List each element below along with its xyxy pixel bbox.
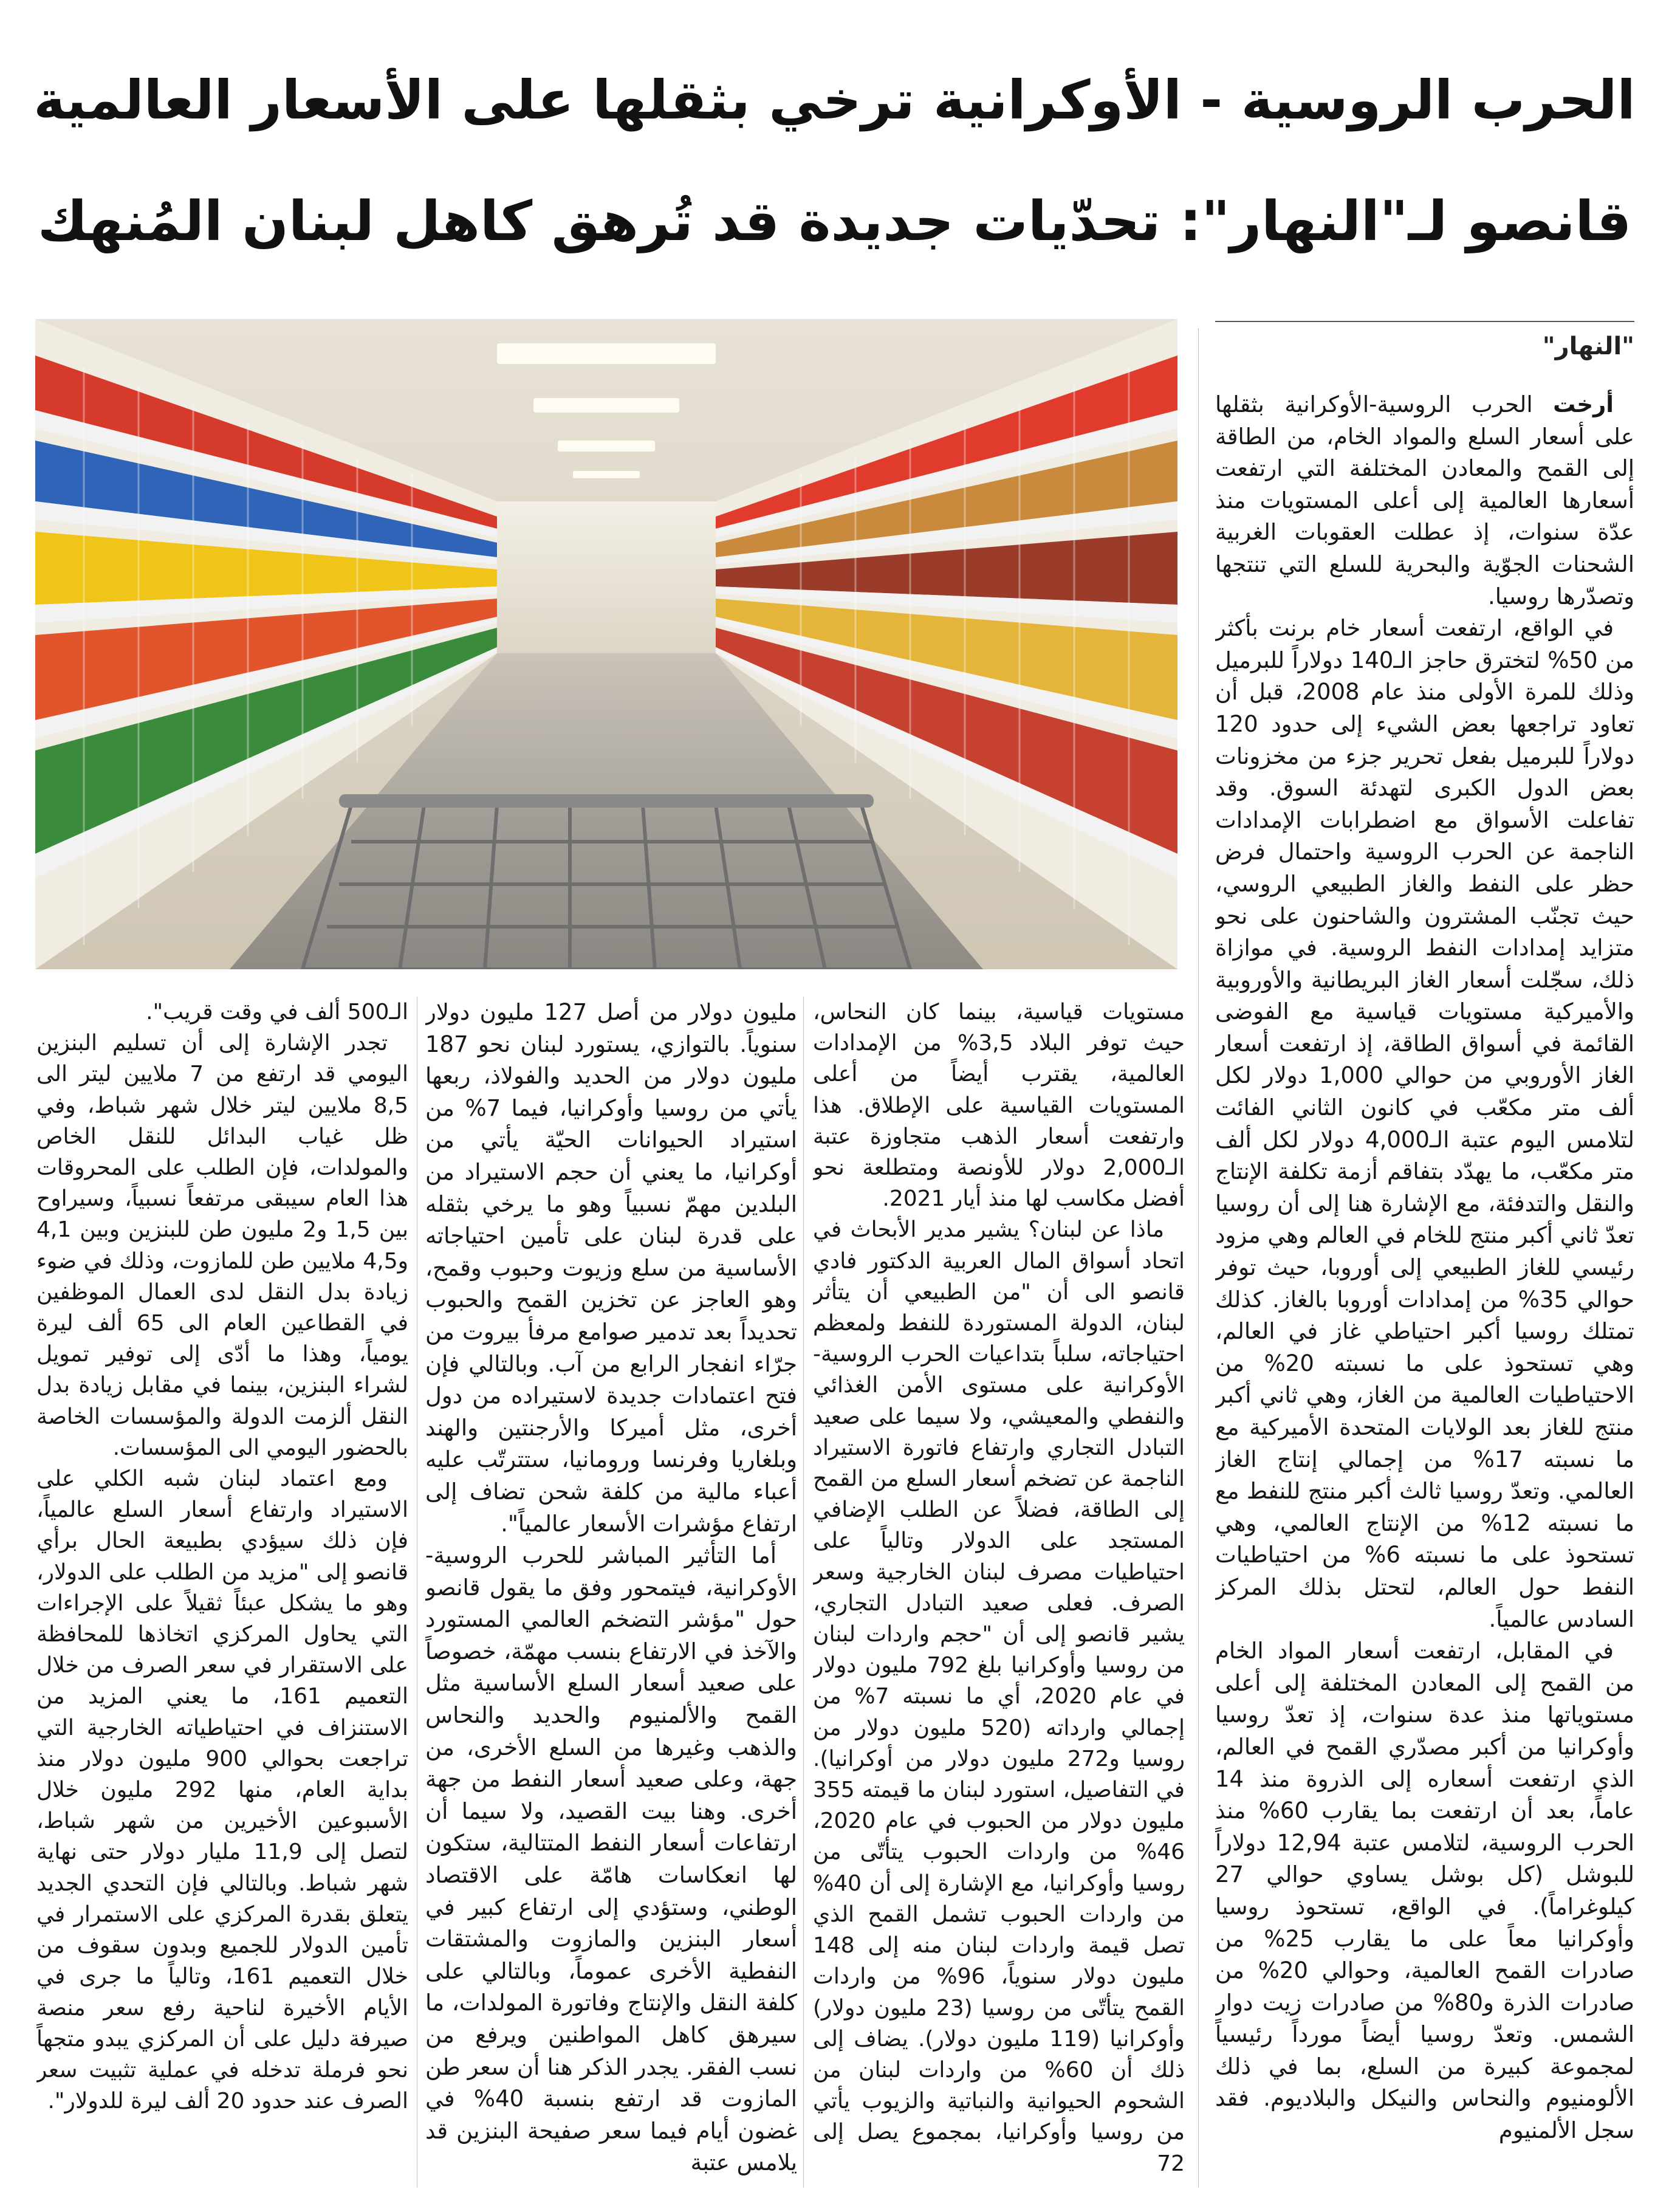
article-paragraph: ومع اعتماد لبنان شبه الكلي على الاستيراد وارتفاع أسعار السلع عالمياً، فإن ذلك سيؤدي بطبيعة الحال برأي قانصو إلى "مزيد من الطلب على الدولار، وهو ما يشكل عبئاً ثقيلاً على الإجراءات التي يحاول المركزي اتخاذها للمحافظة على الاستقرار في سعر الصرف من خلال التعميم 161، ما يعني المزيد من الاستنزاف في احتياطياته الخارجية التي تراجعت بحوالي 900 مليون دولار منذ بداية العام، منها 292 مليون خلال الأسبوعين الأخيرين من شهر شباط، لتصل إلى 11,9 مليار دولار حتى نهاية شهر شباط. وبالتالي فإن التحدي الجديد يتعلق بقدرة المركزي على الاستمرار في تأمين الدولار للجميع وبدون سقوف من خلال التعميم 161، وتالياً ما جرى في الأيام الأخيرة لناحية رفع سعر منصة صيرفة دليل على أن المركزي يبدو متجهاً نحو فرملة تدخله في عملية تثبيت سعر الصرف عند حدود 20 ألف ليرة للدولار". [36,1466,408,2114]
source-label: "النهار" [1542,332,1634,360]
article-paragraph: مليون دولار من أصل 127 مليون دولار سنوياً. بالتوازي، يستورد لبنان نحو 187 مليون دولار من الحديد والفولاذ، ربعها يأتي من روسيا وأوكرانيا، فيما 7% من استيراد الحيوانات الحيّة يأتي من أوكرانيا، ما يعني أن حجم الاستيراد من البلدين مهمّ نسبياً وهو ما يرخي بثقله على قدرة لبنان على تأمين احتياجاته الأساسية من سلع وزيوت وحبوب وقمح، وهو العاجز عن تخزين القمح والحبوب تحديداً بعد تدمير صوامع مرفأ بيروت من جرّاء انفجار الرابع من آب. وبالتالي فإن فتح اعتمادات جديدة لاستيراده من دول أخرى، مثل أميركا والأرجنتين والهند وبلغاريا وفرنسا ورومانيا، ستترتّب عليه أعباء مالية من كلفة شحن تضاف إلى ارتفاع مؤشرات الأسعار عالمياً". [425,999,797,1537]
column-divider [1198,328,1199,2188]
article-paragraph: ماذا عن لبنان؟ يشير مدير الأبحاث في اتحاد أسواق المال العربية الدكتور فادي قانصو الى أن "من الطبيعي أن يتأثر لبنان، الدولة المستوردة للنفط ولمعظم احتياجاته، سلباً بتداعيات الحرب الروسية-الأوكرانية على مستوى الأمن الغذائي والنفطي والمعيشي، ولا سيما على صعيد التبادل التجاري وارتفاع فاتورة الاستيراد الناجمة عن تضخم أسعار السلع من القمح إلى الطاقة، فضلاً عن الطلب الإضافي المستجد على الدولار وتالياً على احتياطيات مصرف لبنان الخارجية وسعر الصرف. فعلى صعيد التبادل التجاري، يشير قانصو إلى أن "حجم واردات لبنان من روسيا وأوكرانيا بلغ 792 مليون دولار في عام 2020، أي ما نسبته 7% من إجمالي وارداته (520 مليون دولار من روسيا و272 مليون دولار من أوكرانيا). في التفاصيل، استورد لبنان ما قيمته 355 مليون دولار من الحبوب في عام 2020، 46% من واردات الحبوب يتأتّى من روسيا وأوكرانيا، مع الإشارة إلى أن 40% من واردات الحبوب تشمل القمح الذي تصل قيمة واردات لبنان منه إلى 148 مليون دولار سنوياً، 96% من واردات القمح يتأتّى من روسيا (23 مليون دولار) وأوكرانيا (119 مليون دولار). يضاف إلى ذلك أن 60% من واردات لبنان من الشحوم الحيوانية والنباتية والزيوب يأتي من روسيا وأوكرانيا، بمجموع يصل إلى 72 [813,1217,1185,2176]
article-column-2 [813,997,1185,2191]
article-column-3 [425,997,797,2191]
article-paragraph: مستويات قياسية، بينما كان النحاس، حيث توفر البلاد 3,5% من الإمدادات العالمية، يقترب أيضاً من أعلى المستويات القياسية على الإطلاق. هذا وارتفعت أسعار الذهب متجاوزة عتبة الـ2,000 دولار للأونصة ومتطلعة نحو أفضل مكاسب لها منذ أيار 2021. [813,1000,1185,1212]
lead-word: أرخت [1553,391,1614,417]
article-paragraph: في المقابل، ارتفعت أسعار المواد الخام من القمح إلى المعادن المختلفة إلى أعلى مستوياتها منذ عدة سنوات، إذ تعدّ روسيا وأوكرانيا من أكبر مصدّري القمح في العالم، الذي ارتفعت أسعاره إلى الذروة منذ 14 عاماً، بعد أن ارتفعت بما يقارب 60% منذ الحرب الروسية، لتلامس عتبة 12,94 دولاراً للبوشل (كل بوشل يساوي حوالي 27 كيلوغراماً). في الواقع، تستحوذ روسيا وأوكرانيا معاً على ما يقارب 25% من صادرات القمح العالمية، وحوالي 20% من صادرات الذرة و80% من صادرات زيت دوار الشمس. وتعدّ روسيا أيضاً مورداً رئيسياً لمجموعة كبيرة من السلع، بما في ذلك الألومنيوم والنحاس والنيكل والبلاديوم. فقد سجل الألمنيوم [1215,1638,1634,2144]
article-paragraph: تجدر الإشارة إلى أن تسليم البنزين اليومي قد ارتفع من 7 ملايين ليتر الى 8,5 ملايين ليتر خلال شهر شباط، وفي ظل غياب البدائل للنقل الخاص والمولدات، فإن الطلب على المحروقات هذا العام سيبقى مرتفعاً نسبياً، وسيراوح بين 1,5 و2 مليون طن للبنزين وبين 4,1 و4,5 ملايين طن للمازوت، وذلك في ضوء زيادة بدل النقل لدى العمال الموظفين في القطاعين العام الى 65 ألف ليرة يومياً، وهذا ما أدّى إلى توفير تمويل لشراء البنزين، بينما في مقابل زيادة بدل النقل ألزمت الدولة والمؤسسات الخاصة بالحضور اليومي الى المؤسسات. [36,1031,408,1460]
article-paragraph: أما التأثير المباشر للحرب الروسية-الأوكرانية، فيتمحور وفق ما يقول قانصو حول "مؤشر التضخم العالمي المستورد والآخذ في الارتفاع بنسب مهمّة، خصوصاً على صعيد أسعار السلع الأساسية مثل القمح والألمنيوم والحديد والنحاس والذهب وغيرها من السلع الأخرى، من جهة، وعلى صعيد أسعار النفط من جهة أخرى. وهنا بيت القصيد، ولا سيما أن ارتفاعات أسعار النفط المتتالية، ستكون لها انعكاسات هامّة على الاقتصاد الوطني، وستؤدي إلى ارتفاع كبير في أسعار البنزين والمازوت والمشتقات النفطية الأخرى عموماً، وبالتالي على كلفة النقل والإنتاج وفاتورة المولدات، ما سيرهق كاهل المواطنين ويرفع من نسب الفقر. يجدر الذكر هنا أن سعر طن المازوت قد ارتفع بنسبة 40% في غضون أيام فيما سعر صفيحة البنزين قد يلامس عتبة [425,1542,797,2176]
column-divider [803,997,804,2188]
article-paragraph: الـ500 ألف في وقت قريب". [146,1000,408,1025]
source-divider [1215,321,1634,322]
article-column-1 [1215,389,1634,2191]
article-paragraph: في الواقع، ارتفعت أسعار خام برنت بأكثر من 50% لتخترق حاجز الـ140 دولاراً للبرميل وذلك للمرة الأولى منذ عام 2008، قبل أن تعاود تراجعها بعض الشيء إلى حدود 120 دولاراً للبرميل بفعل تحرير جزء من مخزونات بعض الدول الكبرى لتهدئة السوق. وقد تفاعلت الأسواق مع اضطرابات الإمدادات الناجمة عن الحرب الروسية واحتمال فرض حظر على النفط والغاز الطبيعي الروسي، حيث تجنّب المشترون والشاحنون على نحو متزايد إمدادات النفط الروسية. في موازاة ذلك، سجّلت أسعار الغاز البريطانية والأوروبية والأميركية مستويات قياسية مع الفوضى القائمة في أسواق الطاقة، إذ ارتفعت أسعار الغاز الأوروبي من حوالي 1,000 دولار لكل ألف متر مكعّب في كانون الثاني الفائت لتلامس اليوم عتبة الـ4,000 دولار لكل ألف متر مكعّب، ما يهدّد بتفاقم أزمة تكلفة الإنتاج والنقل والتدفئة، مع الإشارة هنا إلى أن روسيا تعدّ ثاني أكبر منتج للخام في العالم وهي مزود رئيسي للغاز الطبيعي إلى أوروبا، حيث توفر حوالي 35% من إمدادات أوروبا بالغاز. كذلك تمتلك روسيا أكبر احتياطي غاز في العالم، وهي تستحوذ على ما نسبته 20% من الاحتياطيات العالمية من الغاز، وهي ثاني أكبر منتج للغاز بعد الولايات المتحدة الأميركية مع ما نسبته 17% من إجمالي إنتاج الغاز العالمي. وتعدّ روسيا ثالث أكبر منتج للنفط مع ما نسبته 12% من الإنتاج العالمي، وهي تستحوذ على ما نسبته 6% من احتياطيات النفط حول العالم، لتحتل بذلك المركز السادس عالمياً. [1215,615,1634,1632]
article-column-4 [36,997,408,2191]
paragraph-text: الحرب الروسية-الأوكرانية بثقلها على أسعار السلع والمواد الخام، من الطاقة إلى القمح والمعادن المختلفة التي ارتفعت أسعارها العالمية إلى أعلى المستويات منذ عدّة سنوات، إذ عطلت العقوبات الغربية الشحنات الجوّية والبحرية للسلع التي تنتجها وتصدّرها روسيا. [1215,391,1634,610]
headline-line-2: قانصو لـ"النهار": تحدّيات جديدة قد تُرهق كاهل لبنان المُنهك [37,190,1632,253]
headline-line-1: الحرب الروسية - الأوكرانية ترخي بثقلها على الأسعار العالمية [33,69,1636,131]
article-paragraph [1215,389,1634,613]
supermarket-aisle-photo [35,319,1177,969]
